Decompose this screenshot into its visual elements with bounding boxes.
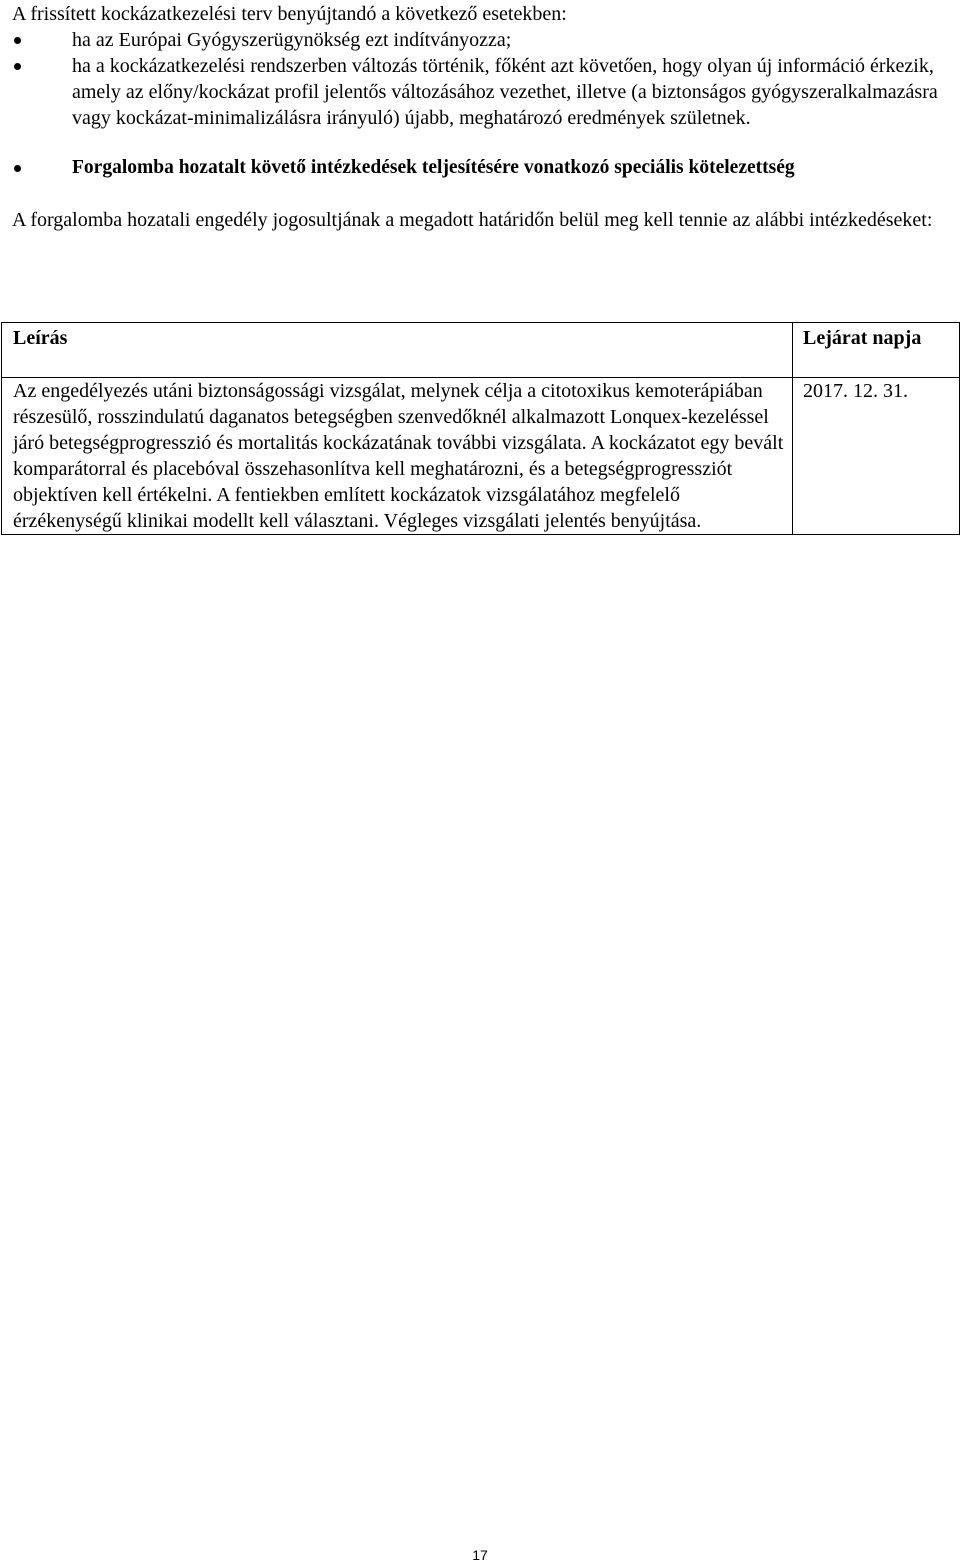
header-due-date: Lejárat napja <box>793 323 960 378</box>
bullet-icon <box>14 63 21 70</box>
header-description: Leírás <box>2 323 793 378</box>
obligation-text: A forgalomba hozatali engedély jogosultjának a megadott határidőn belül meg kell tennie az alábbi intézkedéseket: <box>12 209 933 231</box>
table-header-row <box>2 323 960 378</box>
table-row <box>2 378 960 535</box>
list-item-text: ha a kockázatkezelési rendszerben változás történik, főként azt követően, hogy olyan új információ érkezik, amely az előny/kockázat profil jelentős változásához vezethet, illetve (a biztonságos gyógyszeralkalmazásra vagy kockázat-minimalizálásra irányuló) újabb, meghatározó eredmények születnek. <box>72 55 938 129</box>
section-heading <box>12 155 952 181</box>
intro-text: A frissített kockázatkezelési terv benyújtandó a következő esetekben: <box>12 3 567 25</box>
section-heading-text: Forgalomba hozatalt követő intézkedések teljesítésére vonatkozó speciális kötelezettség <box>72 157 795 178</box>
list-item <box>12 27 952 53</box>
row-due-date: 2017. 12. 31. <box>793 378 960 535</box>
measures-table <box>1 322 960 535</box>
conditions-list <box>12 27 952 131</box>
bullet-icon <box>14 165 21 172</box>
bullet-icon <box>14 37 21 44</box>
row-description: Az engedélyezés utáni biztonságossági vizsgálat, melynek célja a citotoxikus kemoterápiában részesülő, rosszindulatú daganatos betegségben szenvedőknél alkalmazott Lonquex-kezeléssel járó betegségprogresszió és mortalitás kockázatának további vizsgálata. A kockázatot egy bevált komparátorral és placebóval összehasonlítva kell meghatározni, és a betegségprogressziót objektíven kell értékelni. A fentiekben említett kockázatok vizsgálatához megfelelő érzékenységű klinikai modellt kell választani. Végleges vizsgálati jelentés benyújtása. <box>2 378 793 535</box>
page-number: 17 <box>472 1547 488 1563</box>
list-item-text: ha az Európai Gyógyszerügynökség ezt indítványozza; <box>72 29 512 51</box>
list-item <box>12 53 952 131</box>
document-page <box>12 0 952 233</box>
